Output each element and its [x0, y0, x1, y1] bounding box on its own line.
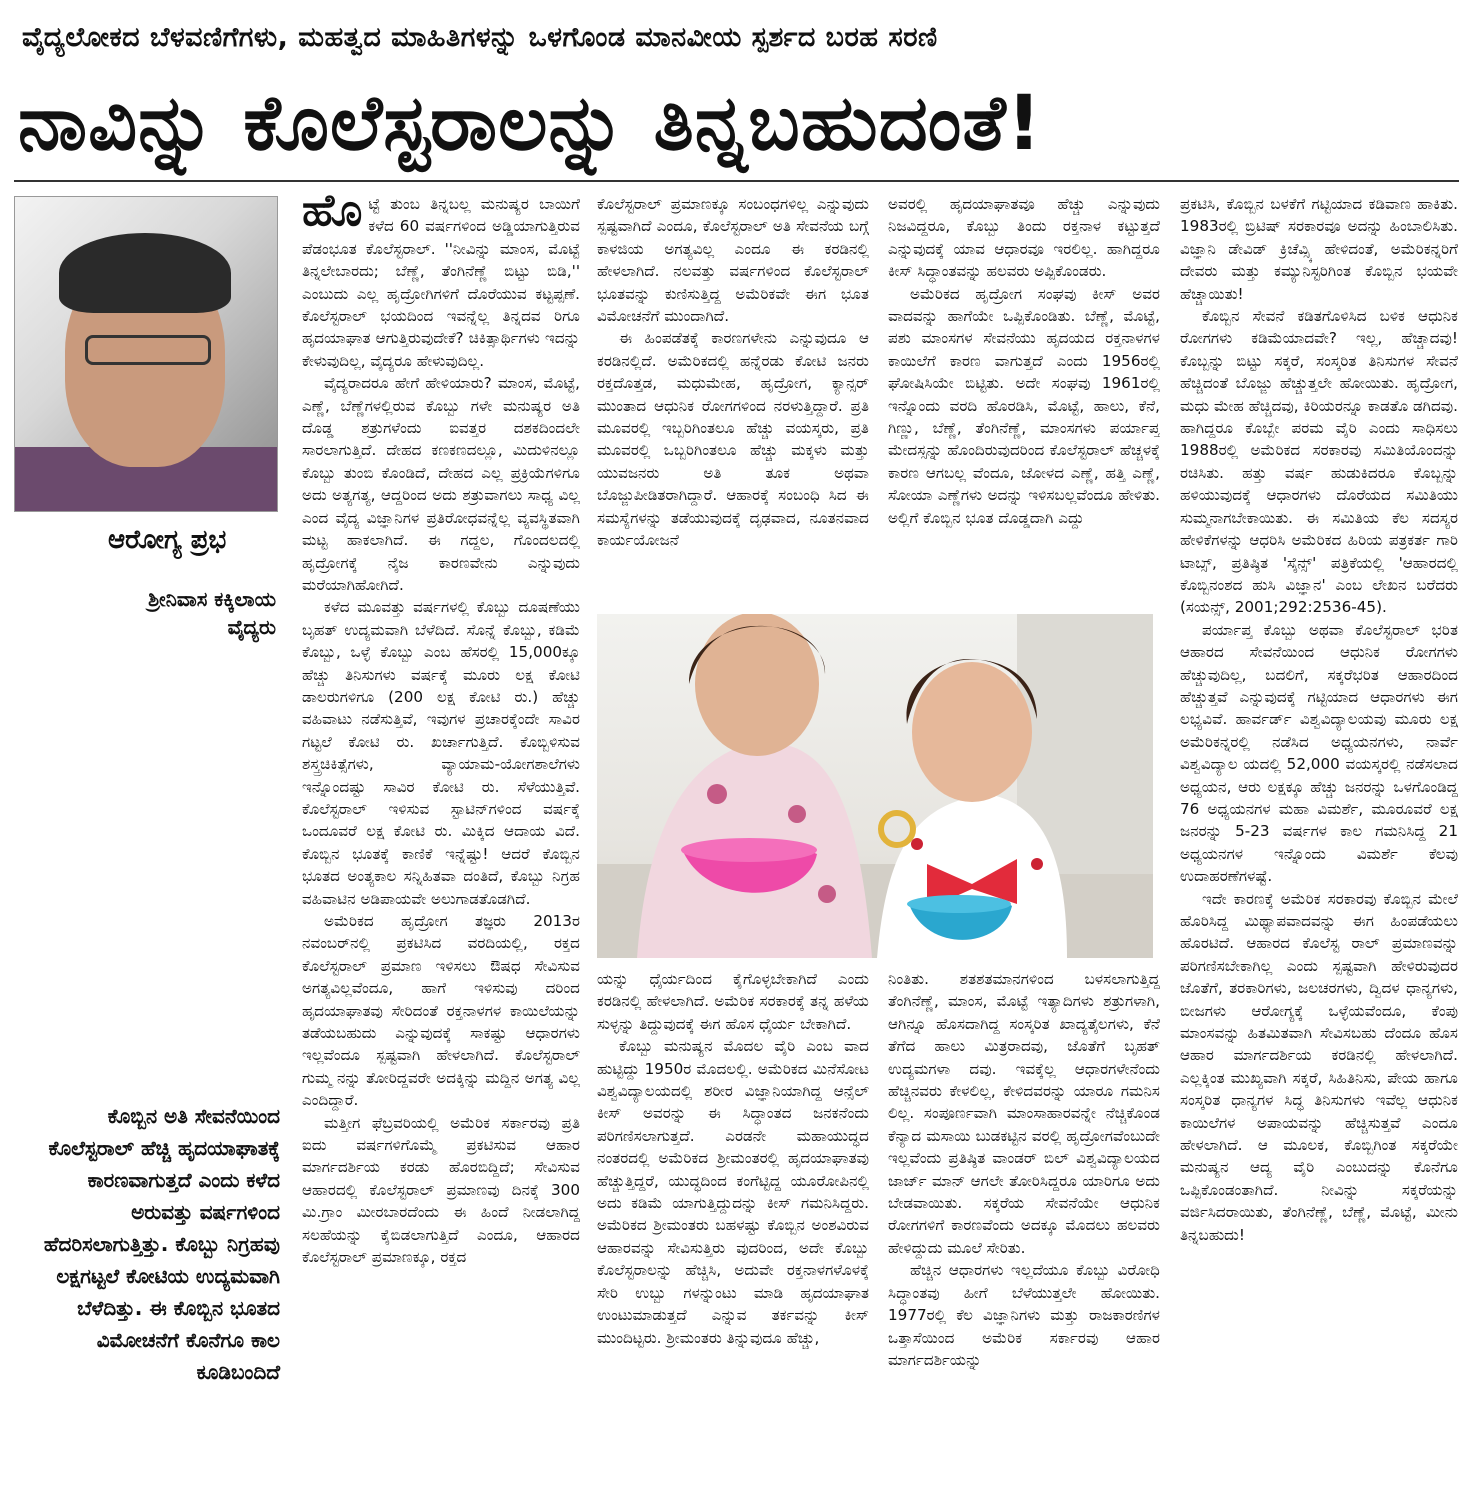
paragraph: ಇದೇ ಕಾರಣಕ್ಕೆ ಅಮೆರಿಕ ಸರಕಾರವು ಕೊಬ್ಬಿನ ಮೇಲೆ ಹೊರಿಸಿದ್ದ ಮಿಥ್ಯಾಪವಾದವನ್ನು ಈಗ ಹಿಂಪಡೆಯಲು ಹೊರಟಿದೆ. ಆಹಾರದ ಕೊಲೆಸ್ಟ ರಾಲ್ ಪ್ರಮಾಣವನ್ನು ಪರಿಗಣಿಸಬೇಕಾಗಿಲ್ಲ ಎಂದು ಸ್ಪಷ್ಟವಾಗಿ ಹೇಳಿರುವುದರ ಜೊತೆಗೆ, ತರಕಾರಿಗಳು, ಜಲಚರಗಳು, ದ್ವಿದಳ ಧಾನ್ಯಗಳು, ಬೀಜಗಳು ಆರೋಗ್ಯಕ್ಕೆ ಒಳ್ಳೆಯವೆಂದೂ, ಕೆಂಪು ಮಾಂಸವನ್ನು ಹಿತಮಿತವಾಗಿ ಸೇವಿಸಬಹು ದೆಂದೂ ಹೊಸ ಆಹಾರ ಮಾರ್ಗದರ್ಶಿಯ ಕರಡಿನಲ್ಲಿ ಹೇಳಲಾಗಿದೆ. ಎಲ್ಲಕ್ಕಿಂತ ಮುಖ್ಯವಾಗಿ ಸಕ್ಕರೆ, ಸಿಹಿತಿನಿಸು, ಪೇಯ ಹಾಗೂ ಸಂಸ್ಕರಿತ ಧಾನ್ಯಗಳ ಸಿದ್ಧ ತಿನಿಸುಗಳು ಇವೆಲ್ಲ ಆಧುನಿಕ ಕಾಯಿಲೆಗಳ ಅಪಾಯವನ್ನು ಹೆಚ್ಚಿಸುತ್ತವೆ ಎಂದೂ ಹೇಳಲಾಗಿದೆ. ಆ ಮೂಲಕ, ಕೊಬ್ಬಿಗಿಂತ ಸಕ್ಕರೆಯೇ ಮನುಷ್ಯನ ಆದ್ಯ ವೈರಿ ಎಂಬುದನ್ನು ಕೊನೆಗೂ ಒಪ್ಪಿಕೊಂಡಂತಾಗಿದೆ. ನೀವಿನ್ನು ಸಕ್ಕರೆಯನ್ನು ವರ್ಜಿಸಿದರಾಯಿತು, ತೆಂಗಿನೆಣ್ಣೆ, ಬೆಣ್ಣೆ, ಮೊಟ್ಟೆ, ಮೀನು ತಿನ್ನಬಹುದು! [1180, 889, 1458, 1244]
paragraph: ಕೊಬ್ಬು ಮನುಷ್ಯನ ಮೊದಲ ವೈರಿ ಎಂಬ ವಾದ ಹುಟ್ಟಿದ್ದು 1950ರ ಮೊದಲಲ್ಲಿ. ಅಮೆರಿಕದ ಮಿನೆಸೋಟ ವಿಶ್ವವಿದ್ಯಾಲಯದಲ್ಲಿ ಶರೀರ ವಿಜ್ಞಾನಿಯಾಗಿದ್ದ ಆನ್ಸೆಲ್ ಕೀಸ್ ಅವರನ್ನು ಈ ಸಿದ್ಧಾಂತದ ಜನಕನೆಂದು ಪರಿಗಣಿಸಲಾಗುತ್ತದೆ. ಎರಡನೇ ಮಹಾಯುದ್ಧದ ನಂತರದಲ್ಲಿ ಅಮೆರಿಕದ ಶ್ರೀಮಂತರಲ್ಲಿ ಹೃದಯಾಘಾತವು ಹೆಚ್ಚುತ್ತಿದ್ದರೆ, ಯುದ್ಧದಿಂದ ಕಂಗೆಟ್ಟಿದ್ದ ಯೂರೋಪಿನಲ್ಲಿ ಅದು ಕಡಿಮೆ ಯಾಗುತ್ತಿದ್ದುದನ್ನು ಕೀಸ್ ಗಮನಿಸಿದ್ದರು. ಅಮೆರಿಕದ ಶ್ರೀಮಂತರು ಬಹಳಷ್ಟು ಕೊಬ್ಬಿನ ಅಂಶವಿರುವ ಆಹಾರವನ್ನು ಸೇವಿಸುತ್ತಿರು ವುದರಿಂದ, ಅದೇ ಕೊಬ್ಬು ಕೊಲೆಸ್ಟರಾಲನ್ನು ಹೆಚ್ಚಿಸಿ, ಅದುವೇ ರಕ್ತನಾಳಗಳೊಳಕ್ಕೆ ಸೇರಿ ಉಬ್ಬು ಗಳನ್ನುಂಟು ಮಾಡಿ ಹೃದಯಾಘಾತ ಉಂಟುಮಾಡುತ್ತದೆ ಎನ್ನುವ ತರ್ಕವನ್ನು ಕೀಸ್ ಮುಂದಿಟ್ಟರು. ಶ್ರೀಮಂತರು ತಿನ್ನುವುದೂ ಹೆಚ್ಚು, [597, 1037, 869, 1347]
article-column-2-bottom [597, 968, 869, 1485]
article-column-2-top [597, 193, 869, 613]
paragraph: ಯನ್ನು ಧೈರ್ಯದಿಂದ ಕೈಗೊಳ್ಳಬೇಕಾಗಿದೆ ಎಂದು ಕರಡಿನಲ್ಲಿ ಹೇಳಲಾಗಿದೆ. ಅಮೆರಿಕ ಸರಕಾರಕ್ಕೆ ತನ್ನ ಹಳೆಯ ಸುಳ್ಳನ್ನು ತಿದ್ದುವುದಕ್ಕೆ ಈಗ ಹೊಸ ಧೈರ್ಯ ಬೇಕಾಗಿದೆ. [597, 970, 869, 1033]
article-column-4 [1180, 193, 1458, 1485]
author-role: ವೈದ್ಯರು [227, 615, 276, 639]
paragraph: ಕಳೆದ ಮೂವತ್ತು ವರ್ಷಗಳಲ್ಲಿ ಕೊಬ್ಬು ದೂಷಣೆಯು ಬೃಹತ್ ಉದ್ಯಮವಾಗಿ ಬೆಳೆದಿದೆ. ಸೊನ್ನೆ ಕೊಬ್ಬು, ಕಡಿಮೆ ಕೊಬ್ಬು, ಒಳ್ಳೆ ಕೊಬ್ಬು ಎಂಬ ಹೆಸರಲ್ಲಿ 15,000ಕ್ಕೂ ಹೆಚ್ಚು ತಿನಿಸುಗಳು ವರ್ಷಕ್ಕೆ ಮೂರು ಲಕ್ಷ ಕೋಟಿ ಡಾಲರುಗಳಿಗೂ (200 ಲಕ್ಷ ಕೋಟಿ ರು.) ಹೆಚ್ಚು ವಹಿವಾಟು ನಡೆಸುತ್ತಿವೆ, ಇವುಗಳ ಪ್ರಚಾರಕ್ಕೆಂದೇ ಸಾವಿರ ಗಟ್ಟಲೆ ಕೋಟಿ ರು. ಖರ್ಚಾಗುತ್ತಿದೆ. ಕೊಬ್ಬಿಳಿಸುವ ಶಸ್ತ್ರಚಿಕಿತ್ಸೆಗಳು, ವ್ಯಾಯಾಮ-ಯೋಗಶಾಲೆಗಳು ಇನ್ನೊಂದಷ್ಟು ಸಾವಿರ ಕೋಟಿ ರು. ಸೆಳೆಯುತ್ತಿವೆ. ಕೊಲೆಸ್ಟರಾಲ್ ಇಳಿಸುವ ಸ್ಟಾಟಿನ್‌ಗಳಿಂದ ವರ್ಷಕ್ಕೆ ಒಂದೂವರೆ ಲಕ್ಷ ಕೋಟಿ ರು. ಮಿಕ್ಕಿದ ಆದಾಯ ವಿದೆ. ಕೊಬ್ಬಿನ ಭೂತಕ್ಕೆ ಕಾಣಿಕೆ ಇನ್ನೆಷ್ಟು! ಆದರೆ ಕೊಬ್ಬಿನ ಭೂತದ ಅಂತ್ಯಕಾಲ ಸನ್ನಿಹಿತವಾ ದಂತಿದೆ, ಕೊಬ್ಬು ನಿಗ್ರಹ ವಹಿವಾಟಿನ ಅಡಿಪಾಯವೇ ಅಲುಗಾಡತೊಡಗಿದೆ. [302, 598, 580, 908]
author-photo [14, 196, 278, 512]
paragraph: ಈ ಹಿಂಪಡೆತಕ್ಕೆ ಕಾರಣಗಳೇನು ಎನ್ನುವುದೂ ಆ ಕರಡಿನಲ್ಲಿದೆ. ಅಮೆರಿಕದಲ್ಲಿ ಹನ್ನೆರಡು ಕೋಟಿ ಜನರು ರಕ್ತದೊತ್ತಡ, ಮಧುಮೇಹ, ಹೃದ್ರೋಗ, ಕ್ಯಾನ್ಸರ್ ಮುಂತಾದ ಆಧುನಿಕ ರೋಗಗಳಿಂದ ನರಳುತ್ತಿದ್ದಾರೆ. ಪ್ರತಿ ಮೂವರಲ್ಲಿ ಇಬ್ಬರಿಗಿಂತಲೂ ಹೆಚ್ಚು ವಯಸ್ಕರು, ಪ್ರತಿ ಮೂವರಲ್ಲಿ ಒಬ್ಬರಿಗಿಂತಲೂ ಹೆಚ್ಚು ಮಕ್ಕಳು ಮತ್ತು ಯುವಜನರು ಅತಿ ತೂಕ ಅಥವಾ ಬೊಜ್ಜುಪೀಡಿತರಾಗಿದ್ದಾರೆ. ಆಹಾರಕ್ಕೆ ಸಂಬಂಧಿ ಸಿದ ಈ ಸಮಸ್ಯೆಗಳನ್ನು ತಡೆಯುವುದಕ್ಕೆ ದೃಢವಾದ, ನೂತನವಾದ ಕಾರ್ಯಯೋಜನೆ [597, 329, 869, 550]
author-name: ಶ್ರೀನಿವಾಸ ಕಕ್ಕಿಲಾಯ [148, 587, 276, 611]
kicker-line: ವೈದ್ಯಲೋಕದ ಬೆಳವಣಿಗೆಗಳು, ಮಹತ್ವದ ಮಾಹಿತಿಗಳನ್ನು ಒಳಗೊಂಡ ಮಾನವೀಯ ಸ್ಪರ್ಶದ ಬರಹ ಸರಣಿ [22, 22, 938, 53]
paragraph: ನಿಂತಿತು. ಶತಶತಮಾನಗಳಿಂದ ಬಳಸಲಾಗುತ್ತಿದ್ದ ತೆಂಗಿನೆಣ್ಣೆ, ಮಾಂಸ, ಮೊಟ್ಟೆ ಇತ್ಯಾದಿಗಳು ಶತ್ರುಗಳಾಗಿ, ಆಗಿನ್ನೂ ಹೊಸದಾಗಿದ್ದ ಸಂಸ್ಕರಿತ ಖಾದ್ಯತೈಲಗಳು, ಕೆನೆ ತೆಗೆದ ಹಾಲು ಮಿತ್ರರಾದವು, ಜೊತೆಗೆ ಬೃಹತ್ ಉದ್ಯಮಗಳಾ ದವು. ಇವಕ್ಕೆಲ್ಲ ಆಧಾರಗಳೇನೆಂದು ಹೆಚ್ಚಿನವರು ಕೇಳಲಿಲ್ಲ, ಕೇಳಿದವರನ್ನು ಯಾರೂ ಗಮನಿಸ ಲಿಲ್ಲ. ಸಂಪೂರ್ಣವಾಗಿ ಮಾಂಸಾಹಾರವನ್ನೇ ನೆಚ್ಚಿಕೊಂಡ ಕೆನ್ಯಾದ ಮಸಾಯಿ ಬುಡಕಟ್ಟಿನ ವರಲ್ಲಿ ಹೃದ್ರೋಗವೆಂಬುದೇ ಇಲ್ಲವೆಂದು ಪ್ರತಿಷ್ಠಿತ ವಾಂಡರ್ ಬಿಲ್ ವಿಶ್ವವಿದ್ಯಾಲಯದ ಜಾರ್ಜ್ ಮಾನ್ ಆಗಲೇ ತೋರಿಸಿದ್ದರೂ ಯಾರಿಗೂ ಅದು ಬೇಡವಾಯಿತು. ಸಕ್ಕರೆಯ ಸೇವನೆಯೇ ಆಧುನಿಕ ರೋಗಗಳಿಗೆ ಕಾರಣವೆಂದು ಅದಕ್ಕೂ ಮೊದಲು ಹಲವರು ಹೇಳಿದ್ದುದು ಮೂಲೆ ಸೇರಿತು. [888, 970, 1160, 1257]
drop-cap: ಹೊ [302, 193, 363, 236]
paragraph: ಮತ್ತೀಗ ಫೆಬ್ರವರಿಯಲ್ಲಿ ಅಮೆರಿಕ ಸರ್ಕಾರವು ಪ್ರತಿ ಐದು ವರ್ಷಗಳಿಗೊಮ್ಮೆ ಪ್ರಕಟಿಸುವ ಆಹಾರ ಮಾರ್ಗದರ್ಶಿಯ ಕರಡು ಹೊರಬಿದ್ದಿದೆ; ಸೇವಿಸುವ ಆಹಾರದಲ್ಲಿ ಕೊಲೆಸ್ಟರಾಲ್ ಪ್ರಮಾಣವು ದಿನಕ್ಕೆ 300 ಮಿ.ಗ್ರಾಂ ಮೀರಬಾರದೆಂದು ಈ ಹಿಂದೆ ನೀಡಲಾಗಿದ್ದ ಸಲಹೆಯನ್ನು ಕೈಬಿಡಲಾಗುತ್ತಿದೆ ಎಂದೂ, ಆಹಾರದ ಕೊಲೆಸ್ಟರಾಲ್ ಪ್ರಮಾಣಕ್ಕೂ, ರಕ್ತದ [302, 1113, 580, 1267]
paragraph: ಕೊಲೆಸ್ಟರಾಲ್ ಪ್ರಮಾಣಕ್ಕೂ ಸಂಬಂಧಗಳಿಲ್ಲ ಎನ್ನುವುದು ಸ್ಪಷ್ಟವಾಗಿದೆ ಎಂದೂ, ಕೊಲೆಸ್ಟರಾಲ್ ಅತಿ ಸೇವನೆಯ ಬಗ್ಗೆ ಕಾಳಜಿಯ ಅಗತ್ಯವಿಲ್ಲ ಎಂದೂ ಈ ಕರಡಿನಲ್ಲಿ ಹೇಳಲಾಗಿದೆ. ನಲವತ್ತು ವರ್ಷಗಳಿಂದ ಕೊಲೆಸ್ಟರಾಲ್ ಭೂತವನ್ನು ಕುಣಿಸುತ್ತಿದ್ದ ಅಮೆರಿಕವೇ ಈಗ ಭೂತ ವಿಮೋಚನೆಗೆ ಮುಂದಾಗಿದೆ. [597, 195, 869, 326]
article-column-1 [302, 193, 580, 1485]
paragraph: ಕೊಬ್ಬಿನ ಸೇವನೆ ಕಡಿತಗೊಳಿಸಿದ ಬಳಿಕ ಆಧುನಿಕ ರೋಗಗಳು ಕಡಿಮೆಯಾದವೇ? ಇಲ್ಲ, ಹೆಚ್ಚಾದವು! ಕೊಬ್ಬನ್ನು ಬಿಟ್ಟು ಸಕ್ಕರೆ, ಸಂಸ್ಕರಿತ ತಿನಿಸುಗಳ ಸೇವನೆ ಹೆಚ್ಚಿದಂತೆ ಬೊಜ್ಜು ಹೆಚ್ಚುತ್ತಲೇ ಹೋಯಿತು. ಹೃದ್ರೋಗ, ಮಧು ಮೇಹ ಹೆಚ್ಚಿದವು, ಕಿರಿಯರನ್ನೂ ಕಾಡತೊ ಡಗಿದವು. ಹಾಗಿದ್ದರೂ ಕೊಬ್ಬೇ ಪರಮ ವೈರಿ ಎಂದು ಸಾಧಿಸಲು 1988ರಲ್ಲಿ ಅಮೆರಿಕದ ಸರಕಾರವು ಸಮಿತಿಯೊಂದನ್ನು ರಚಿಸಿತು. ಹತ್ತು ವರ್ಷ ಹುಡುಕಿದರೂ ಕೊಬ್ಬನ್ನು ಹಳಿಯುವುದಕ್ಕೆ ಆಧಾರಗಳು ದೊರೆಯದ ಸಮಿತಿಯು ಸುಮ್ಮನಾಗಬೇಕಾಯಿತು. ಈ ಸಮಿತಿಯ ಕೆಲ ಸದಸ್ಯರ ಹೇಳಿಕೆಗಳನ್ನು ಆಧರಿಸಿ ಅಮೆರಿಕದ ಹಿರಿಯ ಪತ್ರಕರ್ತ ಗಾರಿ ಟಾಬ್ಸ್, ಪ್ರತಿಷ್ಠಿತ 'ಸೈನ್ಸ್' ಪತ್ರಿಕೆಯಲ್ಲಿ 'ಆಹಾರದಲ್ಲಿ ಕೊಬ್ಬಿನಂಶದ ಹುಸಿ ವಿಜ್ಞಾನ' ಎಂಬ ಲೇಖನ ಬರೆದರು (ಸಯನ್ಸ್, 2001;292:2536-45). [1180, 307, 1458, 617]
paragraph: ಹೆಚ್ಚಿನ ಆಧಾರಗಳು ಇಲ್ಲದೆಯೂ ಕೊಬ್ಬು ವಿರೋಧಿ ಸಿದ್ಧಾಂತವು ಹೀಗೆ ಬೆಳೆಯುತ್ತಲೇ ಹೋಯಿತು. 1977ರಲ್ಲಿ ಕೆಲ ವಿಜ್ಞಾನಿಗಳು ಮತ್ತು ರಾಜಕಾರಣಿಗಳ ಒತ್ತಾಸೆಯಿಂದ ಅಮೆರಿಕ ಸರ್ಕಾರವು ಆಹಾರ ಮಾರ್ಗದರ್ಶಿಯನ್ನು [888, 1261, 1160, 1369]
children-photo [597, 614, 1153, 958]
pull-quote: ಕೊಬ್ಬಿನ ಅತಿ ಸೇವನೆಯಿಂದ ಕೊಲೆಸ್ಟರಾಲ್ ಹೆಚ್ಚಿ ಹೃದಯಾಘಾತಕ್ಕೆ ಕಾರಣವಾಗುತ್ತದೆ ಎಂದು ಕಳೆದ ಅರುವತ್ತು ವರ್ಷಗಳಿಂದ ಹೆದರಿಸಲಾಗುತ್ತಿತ್ತು. ಕೊಬ್ಬು ನಿಗ್ರಹವು ಲಕ್ಷಗಟ್ಟಲೆ ಕೋಟಿಯ ಉದ್ಯಮವಾಗಿ ಬೆಳೆದಿತ್ತು. ಈ ಕೊಬ್ಬಿನ ಭೂತದ ವಿಮೋಚನೆಗೆ ಕೊನೆಗೂ ಕಾಲ ಕೂಡಿಬಂದಿದೆ [43, 1104, 280, 1384]
headline: ನಾವಿನ್ನು ಕೊಲೆಸ್ಟರಾಲನ್ನು ತಿನ್ನಬಹುದಂತೆ! [18, 78, 1043, 167]
paragraph: ಟ್ಟೆ ತುಂಬ ತಿನ್ನಬಲ್ಲ ಮನುಷ್ಯರ ಬಾಯಿಗೆ ಕಳೆದ 60 ವರ್ಷಗಳಿಂದ ಅಡ್ಡಿಯಾಗುತ್ತಿರುವ ಪೆಡಂಭೂತ ಕೊಲೆಸ್ಟರಾಲ್. ''ನೀವಿನ್ನು ಮಾಂಸ, ಮೊಟ್ಟೆ ತಿನ್ನಲೇಬಾರದು; ಬೆಣ್ಣೆ, ತೆಂಗಿನೆಣ್ಣೆ ಬಿಟ್ಟು ಬಿಡಿ,'' ಎಂಬುದು ಎಲ್ಲ ಹೃದ್ರೋಗಿಗಳಿಗೆ ದೊರೆಯುವ ಕಟ್ಟಪ್ಪಣೆ. ಕೊಲೆಸ್ಟರಾಲ್ ಭಯದಿಂದ ಇವನ್ನೆಲ್ಲ ತಿನ್ನದವ ರಿಗೂ ಹೃದಯಾಘಾತ ಆಗುತ್ತಿರುವುದೇಕೆ? ಚಿಕಿತ್ಸಾರ್ಥಿಗಳು ಇದನ್ನು ಕೇಳುವುದಿಲ್ಲ, ವೈದ್ಯರೂ ಹೇಳುವುದಿಲ್ಲ. [302, 195, 580, 370]
paragraph: ಪರ್ಯಾಪ್ತ ಕೊಬ್ಬು ಅಥವಾ ಕೊಲೆಸ್ಟರಾಲ್ ಭರಿತ ಆಹಾರದ ಸೇವನೆಯಿಂದ ಆಧುನಿಕ ರೋಗಗಳು ಹೆಚ್ಚುವುದಿಲ್ಲ, ಬದಲಿಗೆ, ಸಕ್ಕರೆಭರಿತ ಆಹಾರದಿಂದ ಹೆಚ್ಚುತ್ತವೆ ಎನ್ನುವುದಕ್ಕೆ ಗಟ್ಟಿಯಾದ ಆಧಾರಗಳು ಈಗ ಲಭ್ಯವಿವೆ. ಹಾರ್ವರ್ಡ್ ವಿಶ್ವವಿದ್ಯಾಲಯವು ಮೂರು ಲಕ್ಷ ಅಮೆರಿಕನ್ನರಲ್ಲಿ ನಡೆಸಿದ ಅಧ್ಯಯನಗಳು, ನಾರ್ವೆ ವಿಶ್ವವಿದ್ಯಾಲ ಯದಲ್ಲಿ 52,000 ವಯಸ್ಕರಲ್ಲಿ ನಡೆಸಲಾದ ಅಧ್ಯಯನ, ಆರು ಲಕ್ಷಕ್ಕೂ ಹೆಚ್ಚು ಜನರನ್ನು ಒಳಗೊಂಡಿದ್ದ 76 ಅಧ್ಯಯನಗಳ ಮಹಾ ವಿಮರ್ಶೆ, ಮೂರೂವರೆ ಲಕ್ಷ ಜನರನ್ನು 5-23 ವರ್ಷಗಳ ಕಾಲ ಗಮನಿಸಿದ್ದ 21 ಅಧ್ಯಯನಗಳ ಇನ್ನೊಂದು ವಿಮರ್ಶೆ ಕೆಲವು ಉದಾಹರಣೆಗಳಷ್ಟೆ. [1180, 620, 1458, 886]
paragraph: ವೈದ್ಯರಾದರೂ ಹೇಗೆ ಹೇಳಿಯಾರು? ಮಾಂಸ, ಮೊಟ್ಟೆ, ಎಣ್ಣೆ, ಬೆಣ್ಣೆಗಳಲ್ಲಿರುವ ಕೊಬ್ಬು ಗಳೇ ಮನುಷ್ಯರ ಅತಿ ದೊಡ್ಡ ಶತ್ರುಗಳೆಂದು ಐವತ್ತರ ದಶಕದಿಂದಲೇ ಸಾರಲಾಗುತ್ತಿದೆ. ದೇಹದ ಕಣಕಣದಲ್ಲೂ, ಮಿದುಳಿನಲ್ಲೂ ಕೊಬ್ಬು ತುಂಬಿ ಕೊಂಡಿದೆ, ದೇಹದ ಎಲ್ಲ ಪ್ರಕ್ರಿಯೆಗಳಿಗೂ ಅದು ಅತ್ಯಗತ್ಯ, ಆದ್ದರಿಂದ ಅದು ಶತ್ರುವಾಗಲು ಸಾಧ್ಯ ವಿಲ್ಲ ಎಂದ ವೈದ್ಯ ವಿಜ್ಞಾನಿಗಳ ಪ್ರತಿರೋಧವನ್ನೆಲ್ಲ ವ್ಯವಸ್ಥಿತವಾಗಿ ಮಟ್ಟ ಹಾಕಲಾಗಿದೆ. ಈ ಗದ್ದಲ, ಗೊಂದಲದಲ್ಲಿ ಹೃದ್ರೋಗಕ್ಕೆ ನೈಜ ಕಾರಣವೇನು ಎನ್ನುವುದು ಮರೆಯಾಗಿಹೋಗಿದೆ. [302, 374, 580, 594]
column-name: ಆರೋಗ್ಯ ಪ್ರಭ [108, 525, 227, 555]
paragraph: ಪ್ರಕಟಿಸಿ, ಕೊಬ್ಬಿನ ಬಳಕೆಗೆ ಗಟ್ಟಿಯಾದ ಕಡಿವಾಣ ಹಾಕಿತು. 1983ರಲ್ಲಿ ಬ್ರಿಟಿಷ್ ಸರಕಾರವೂ ಅದನ್ನು ಹಿಂಬಾಲಿಸಿತು. ವಿಜ್ಞಾನಿ ಡೇವಿಡ್ ಕ್ರಿಚೆವ್ಸ್ಕಿ ಹೇಳಿದಂತೆ, ಅಮೆರಿಕನ್ನರಿಗೆ ದೇವರು ಮತ್ತು ಕಮ್ಯುನಿಸ್ಟರಿಗಿಂತ ಕೊಬ್ಬಿನ ಭಯವೇ ಹೆಚ್ಚಾಯಿತು! [1180, 195, 1458, 303]
author-byline [100, 585, 276, 641]
paragraph: ಅಮೆರಿಕದ ಹೃದ್ರೋಗ ಸಂಘವು ಕೀಸ್ ಅವರ ವಾದವನ್ನು ಹಾಗೆಯೇ ಒಪ್ಪಿಕೊಂಡಿತು. ಬೆಣ್ಣೆ, ಮೊಟ್ಟೆ, ಪಶು ಮಾಂಸಗಳ ಸೇವನೆಯು ಹೃದಯದ ರಕ್ತನಾಳಗಳ ಕಾಯಿಲೆಗೆ ಕಾರಣ ವಾಗುತ್ತದೆ ಎಂದು 1956ರಲ್ಲಿ ಘೋಷಿಸಿಯೇ ಬಿಟ್ಟಿತು. ಅದೇ ಸಂಘವು 1961ರಲ್ಲಿ ಇನ್ನೊಂದು ವರದಿ ಹೊರಡಿಸಿ, ಮೊಟ್ಟೆ, ಹಾಲು, ಕೆನೆ, ಗಿಣ್ಣು, ಬೆಣ್ಣೆ, ತೆಂಗಿನೆಣ್ಣೆ, ಮಾಂಸಗಳು ಪರ್ಯಾಪ್ತ ಮೇದಸ್ಸನ್ನು ಹೊಂದಿರುವುದರಿಂದ ಕೊಲೆಸ್ಟರಾಲ್ ಹೆಚ್ಚಳಕ್ಕೆ ಕಾರಣ ಆಗಬಲ್ಲ ವೆಂದೂ, ಜೋಳದ ಎಣ್ಣೆ, ಹತ್ತಿ ಎಣ್ಣೆ, ಸೋಯಾ ಎಣ್ಣೆಗಳು ಅದನ್ನು ಇಳಿಸಬಲ್ಲವೆಂದೂ ಹೇಳಿತು. ಅಲ್ಲಿಗೆ ಕೊಬ್ಬಿನ ಭೂತ ದೊಡ್ಡದಾಗಿ ಎದ್ದು [888, 284, 1160, 527]
article-column-3-top [888, 193, 1160, 613]
children-illustration [597, 614, 1153, 958]
article-column-3-bottom [888, 968, 1160, 1485]
paragraph: ಅಮೆರಿಕದ ಹೃದ್ರೋಗ ತಜ್ಞರು 2013ರ ನವಂಬರ್‌ನಲ್ಲಿ ಪ್ರಕಟಿಸಿದ ವರದಿಯಲ್ಲಿ, ರಕ್ತದ ಕೊಲೆಸ್ಟರಾಲ್ ಪ್ರಮಾಣ ಇಳಿಸಲು ಔಷಧ ಸೇವಿಸುವ ಅಗತ್ಯವಿಲ್ಲವೆಂದೂ, ಹಾಗೆ ಇಳಿಸುವು ದರಿಂದ ಹೃದಯಾಘಾತವು ಸೇರಿದಂತೆ ರಕ್ತನಾಳಗಳ ಕಾಯಿಲೆಯನ್ನು ತಡೆಯಬಹುದು ಎನ್ನುವುದಕ್ಕೆ ಸಾಕಷ್ಟು ಆಧಾರಗಳು ಇಲ್ಲವೆಂದೂ ಸ್ಪಷ್ಟವಾಗಿ ಹೇಳಲಾಗಿದೆ. ಕೊಲೆಸ್ಟರಾಲ್ ಗುಮ್ಮ ನನ್ನು ತೋರಿದ್ದವರೇ ಅದಕ್ಕಿನ್ನು ಮದ್ದಿನ ಅಗತ್ಯ ವಿಲ್ಲ ಎಂದಿದ್ದಾರೆ. [302, 912, 580, 1110]
paragraph: ಅವರಲ್ಲಿ ಹೃದಯಾಘಾತವೂ ಹೆಚ್ಚು ಎನ್ನುವುದು ನಿಜವಿದ್ದರೂ, ಕೊಬ್ಬು ತಿಂದು ರಕ್ತನಾಳ ಕಟ್ಟುತ್ತದೆ ಎನ್ನುವುದಕ್ಕೆ ಯಾವ ಆಧಾರವೂ ಇರಲಿಲ್ಲ. ಹಾಗಿದ್ದರೂ ಕೀಸ್ ಸಿದ್ಧಾಂತವನ್ನು ಹಲವರು ಅಪ್ಪಿಕೊಂಡರು. [888, 195, 1160, 281]
header-rule [14, 180, 1459, 182]
